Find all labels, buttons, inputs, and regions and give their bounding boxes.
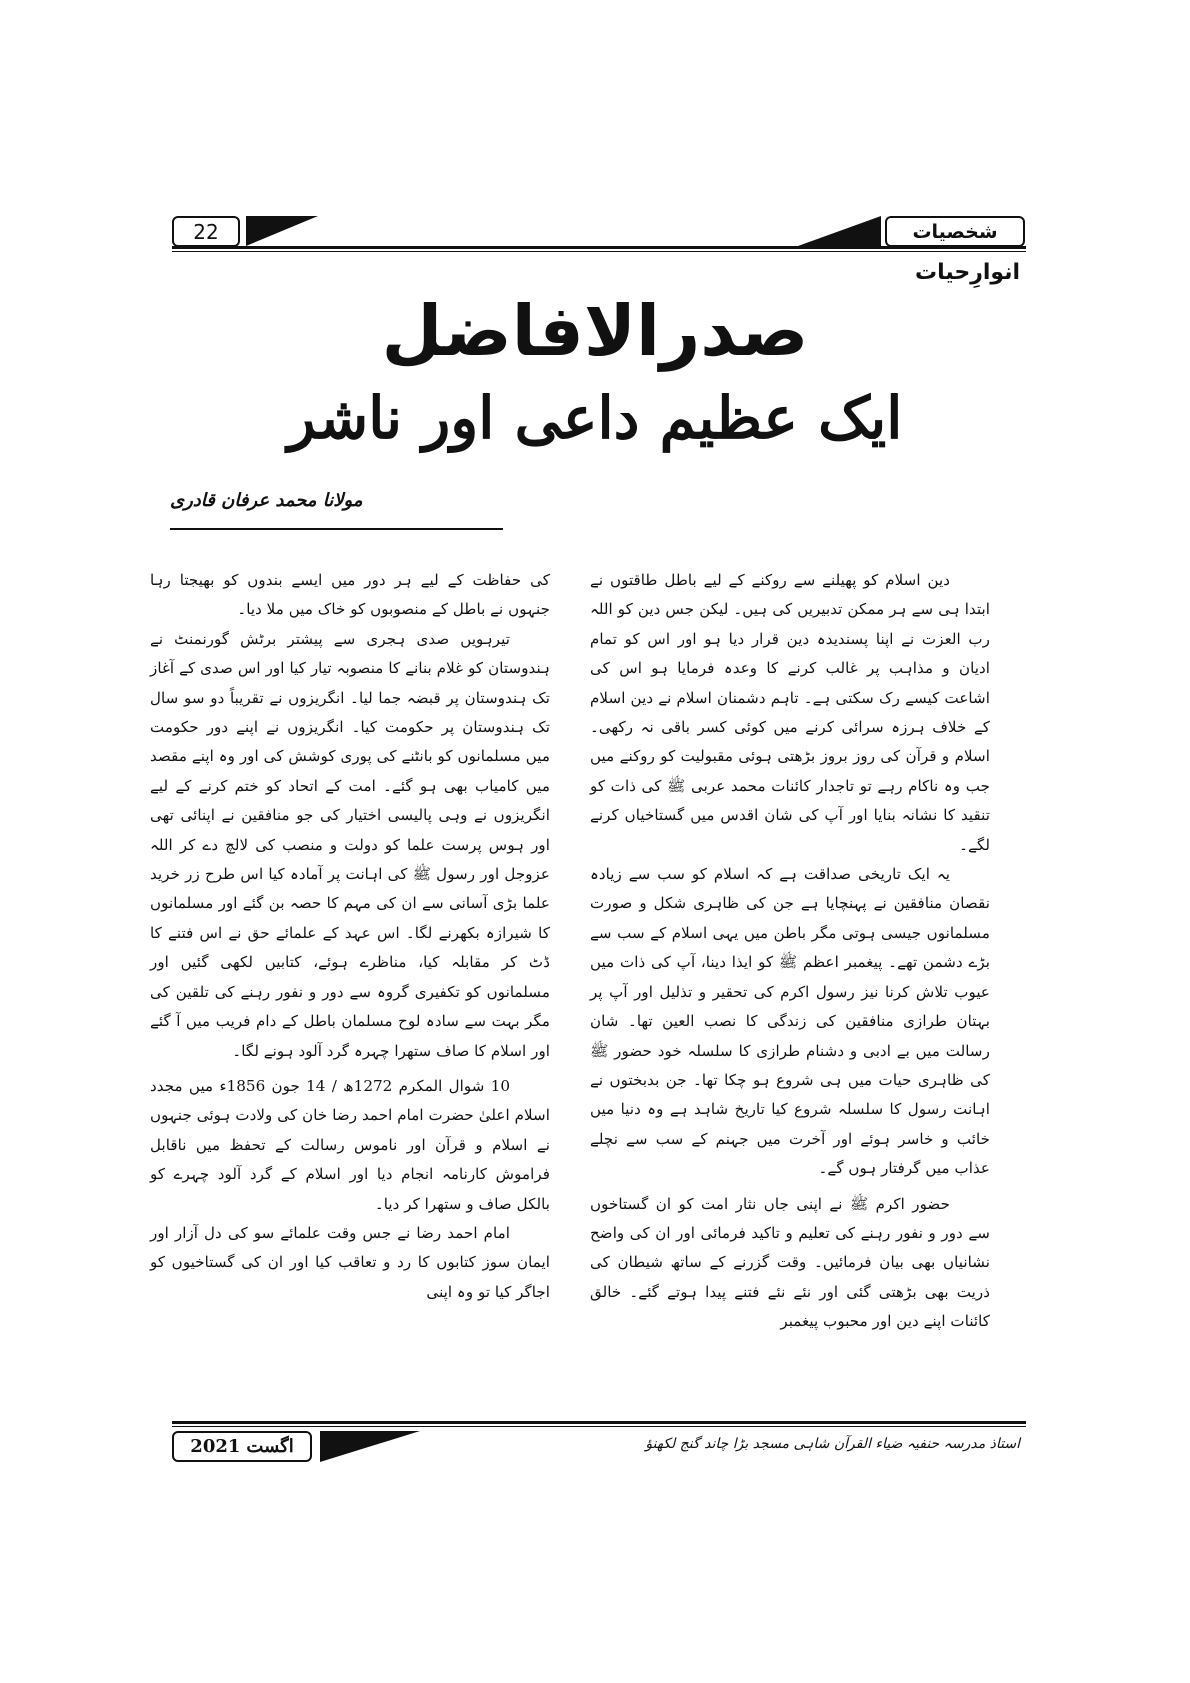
header-rule-thick [172,246,1026,249]
paragraph: دین اسلام کو پھیلنے سے روکنے کے لیے باطل طاقتوں نے ابتدا ہی سے ہر ممکن تدبیریں کی ہیں۔ لیکن جس دین کو اللہ رب العزت نے اپنا پسندیدہ دین قرار دیا ہو اور اس کو تمام ادیان و مذاہب پر غالب کرنے کا وعدہ فرمایا ہو اس کی اشاعت کیسے رک سکتی ہے۔ تاہم دشمنان اسلام نے دین اسلام کے خلاف ہرزہ سرائی کرنے میں کوئی کسر باقی نہ رکھی۔ اسلام و قرآن کی روز بروز بڑھتی ہوئی مقبولیت کو روکنے میں جب وہ ناکام رہے تو تاجدار کائنات محمد عربی ﷺ کی ذات کو تنقید کا نشانہ بنایا اور آپ کی شان اقدس میں گستاخیاں کرنے لگے۔ [590,571,990,854]
author-byline: مولانا محمد عرفان قادری [170,490,363,511]
section-label-text: شخصیات [912,220,998,243]
header-right-wedge [798,216,881,246]
footer-wedge [320,1431,420,1462]
article-title: صدرالافاضل [381,290,809,372]
article-column-right [590,566,990,1337]
paragraph: 10 شوال المکرم 1272ھ / 14 جون 1856ء میں مجدد اسلام اعلیٰ حضرت امام احمد رضا خان کی ولادت ہوئی جنہوں نے اسلام و قرآن اور ناموس رسالت کے تحفظ میں ناقابل فراموش کارنامہ انجام دیا اور اسلام کے گرد آلود چہرے کو بالکل صاف و ستھرا کر دیا۔ [150,1076,550,1213]
header-left-wedge [246,216,318,246]
issue-year: 2021 [190,1436,241,1457]
paragraph: تیرہویں صدی ہجری سے پیشتر برٹش گورنمنٹ نے ہندوستان کو غلام بنانے کا منصوبہ تیار کیا اور اس صدی کے آغاز تک ہندوستان پر قبضہ جما لیا۔ انگریزوں نے تقریباً دو سو سال تک ہندوستان پر حکومت کیا۔ انگریزوں نے اپنے دور حکومت میں مسلمانوں کو بانٹنے کی پوری کوشش کی اور وہ اپنے مقصد میں کامیاب بھی ہو گئے۔ امت کے اتحاد کو ختم کرنے کے لیے انگریزوں نے وہی پالیسی اختیار کی جو منافقین نے اپنائی تھی اور ہوس پرست علما کو دولت و منصب کی لالچ دے کر اللہ عزوجل اور رسول ﷺ کی اہانت پر آمادہ کیا اس طرح زر خرید علما بڑی آسانی سے ان کی مہم کا حصہ بن گئے اور مسلمانوں کا شیرازہ بکھرنے لگا۔ اس عہد کے علمائے حق نے اس فتنے کا ڈٹ کر مقابلہ کیا، مناظرے ہوئے، کتابیں لکھی گئیں اور مسلمانوں کو تکفیری گروہ سے دور و نفور رہنے کی تلقین کی مگر بہت سے سادہ لوح مسلمان باطل کے دام فریب میں آ گئے اور اسلام کا صاف ستھرا چہرہ گرد آلود ہونے لگا۔ [150,629,550,1060]
paragraph: یہ ایک تاریخی صداقت ہے کہ اسلام کو سب سے زیادہ نقصان منافقین نے پہنچایا ہے جن کی ظاہری شکل و صورت مسلمانوں جیسی ہوتی مگر باطن میں یہی اسلام کے سب سے بڑے دشمن تھے۔ پیغمبر اعظم ﷺ کو ایذا دینا، آپ کی ذات میں عیوب تلاش کرنا نیز رسول اکرم کی تحقیر و تذلیل اور آپ پر بہتان طرازی منافقین کی زندگی کا نصب العین تھا۔ شان رسالت میں بے ادبی و دشنام طرازی کا سلسلہ خود حضور ﷺ کی ظاہری حیات میں ہی شروع ہو چکا تھا۔ جن بدبختوں نے اہانت رسول کا سلسلہ شروع کیا تاریخ شاہد ہے وہ دنیا میں خائب و خاسر ہوئے اور آخرت میں جہنم کے سب سے نچلے عذاب میں گرفتار ہوں گے۔ [590,865,990,1178]
issue-date [172,1431,312,1462]
footer-rule-thin [172,1426,1026,1427]
page-number [172,216,240,247]
column-name: انوارِحیات [914,260,1020,285]
page-number-text: 22 [193,219,219,244]
paragraph: امام احمد رضا نے جس وقت علمائے سو کی دل آزار اور ایمان سوز کتابوں کا رد و تعاقب کیا اور ان کی گستاخیوں کو اجاگر کیا تو وہ اپنی [150,1223,550,1301]
author-underline [170,528,503,530]
paragraph: حضور اکرم ﷺ نے اپنی جاں نثار امت کو ان گستاخوں سے دور و نفور رہنے کی تعلیم و تاکید فرمائی اور ان کی واضح نشانیاں بھی بیان فرمائیں۔ وقت گزرنے کے ساتھ شیطان کی ذریت بھی بڑھتی گئی اور نئے نئے فتنے پیدا ہوتے گئے۔ خالق کائنات اپنے دین اور محبوب پیغمبر [590,1194,990,1331]
section-label [885,216,1025,247]
header-rule-thin [172,251,1026,252]
paragraph: کی حفاظت کے لیے ہر دور میں ایسے بندوں کو بھیجتا رہا جنہوں نے باطل کے منصوبوں کو خاک میں ملا دیا۔ [150,571,550,619]
issue-month: اگست [246,1436,294,1457]
footer-rule-thick [172,1421,1026,1424]
author-affiliation: استاذ مدرسہ حنفیہ ضیاء القرآن شاہی مسجد بڑا چاند گنج لکھنؤ [645,1436,1020,1452]
article-column-left [150,566,550,1307]
article-subtitle: ایک عظیم داعی اور ناشر [287,384,903,452]
